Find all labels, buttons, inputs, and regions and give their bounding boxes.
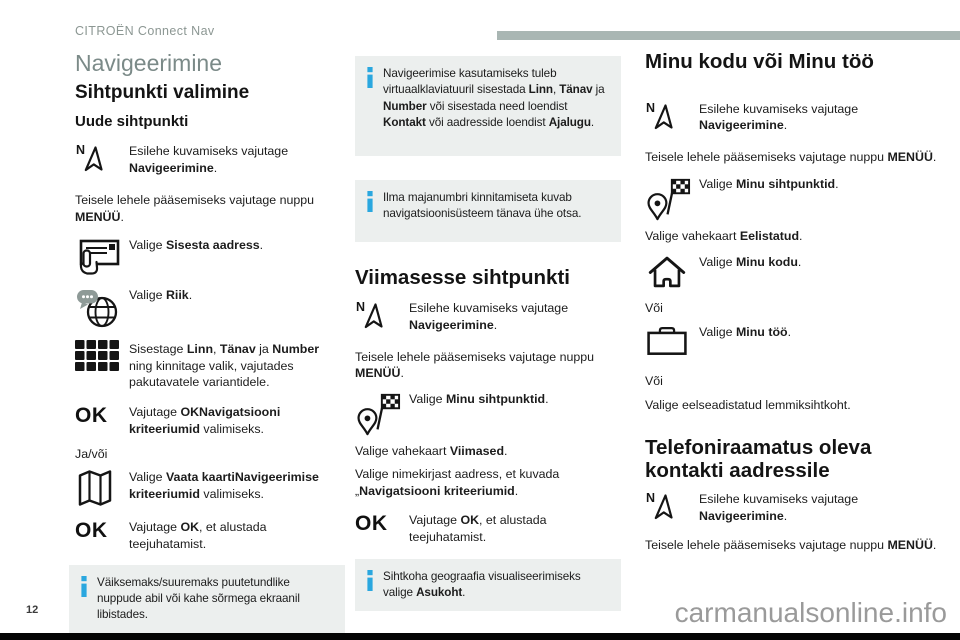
instruction-text: Esilehe kuvamiseks vajutage Navigeerimine. (409, 300, 569, 332)
top-divider-bar (497, 31, 960, 40)
country-globe-icon (75, 286, 129, 332)
home-icon (645, 253, 699, 291)
instruction-text: Vajutage OK, et alustada teejuhatamist. (409, 512, 547, 544)
info-note (69, 565, 345, 634)
instruction-row (645, 490, 947, 525)
my-destinations-flag-icon (645, 175, 699, 223)
instruction-row (645, 175, 947, 223)
instruction-text: Valige Riik. (129, 287, 193, 302)
instruction-row (645, 253, 947, 291)
map-icon (75, 468, 129, 508)
instruction-text: Vajutage OK, et alustada teejuhatamist. (129, 519, 267, 551)
doc-header: CITROËN Connect Nav (75, 24, 215, 38)
keypad-icon (75, 340, 129, 372)
info-icon (80, 575, 88, 597)
instruction-row (645, 100, 947, 135)
instruction-row (75, 340, 345, 392)
or-label: Või (645, 373, 663, 388)
note-text: Navigeerimise kasutamiseks tuleb virtuaalklaviatuuril sisestada Linn, Tänav ja Number või sisestada need loendist Kontakt või aadresside loendist Ajalugu. (383, 67, 605, 130)
work-briefcase-icon (645, 323, 699, 357)
svg-text:N: N (356, 299, 366, 314)
instruction-text: Valige Vaata kaartiNavigeerimise kriteeriumid valimiseks. (129, 469, 319, 501)
instruction-text: Esilehe kuvamiseks vajutage Navigeerimine. (129, 144, 289, 176)
instruction-text: Valige Minu töö. (699, 324, 792, 339)
or-label: Või (645, 301, 663, 315)
paragraph: Teisele lehele pääsemiseks vajutage nuppu MENÜÜ. (645, 538, 937, 553)
instruction-text: Sisestage Linn, Tänav ja Number ning kinnitage valik, vajutades pakutavatele variantidele. (129, 341, 320, 390)
paragraph: Valige eelseadistatud lemmiksihtkoht. (645, 397, 851, 412)
ok-button-icon: OK (75, 518, 108, 542)
instruction-text: Valige Minu sihtpunktid. (699, 177, 839, 192)
section-title: Minu kodu või Minu töö (645, 50, 874, 73)
info-icon (366, 190, 374, 212)
instruction-text: Vajutage OKNavigatsiooni kriteeriumid valimiseks. (129, 405, 281, 437)
watermark-text: carmanualsonline.info (674, 597, 947, 628)
paragraph: Valige vahekaart Viimased. (355, 444, 508, 459)
section-title: Viimasesse sihtpunkti (355, 266, 570, 290)
ok-button-icon: OK (75, 404, 108, 428)
info-note (355, 180, 621, 243)
instruction-row (75, 236, 345, 278)
section-title: Telefoniraamatus oleva kontakti aadressile (645, 435, 872, 483)
paragraph: Valige vahekaart Eelistatud. (645, 229, 803, 244)
section-title: Sihtpunkti valimine (75, 82, 250, 104)
paragraph: Teisele lehele pääsemiseks vajutage nuppu MENÜÜ. (645, 150, 937, 165)
instruction-text: Esilehe kuvamiseks vajutage Navigeerimine. (699, 101, 859, 133)
nav-north-icon (75, 142, 129, 176)
instruction-row (645, 323, 947, 357)
info-note (355, 56, 621, 156)
svg-text:N: N (646, 100, 656, 115)
instruction-row (75, 403, 345, 438)
instruction-text: Valige Minu sihtpunktid. (409, 392, 549, 407)
page-title: Navigeerimine (75, 50, 223, 76)
my-destinations-flag-icon (355, 390, 409, 438)
paragraph: Valige nimekirjast aadress, et kuvada „Navigatsiooni kriteeriumid. (355, 467, 560, 498)
info-icon (366, 569, 374, 591)
nav-north-icon (355, 299, 409, 333)
bottom-black-bar (0, 633, 960, 640)
paragraph: Teisele lehele pääsemiseks vajutage nuppu MENÜÜ. (75, 193, 315, 224)
svg-text:N: N (76, 143, 86, 158)
page-number: 12 (26, 604, 39, 616)
instruction-text: Valige Minu kodu. (699, 255, 802, 269)
column-right (645, 50, 947, 554)
note-text: Väiksemaks/suuremaks puutetundlike nuppude abil või kahe sõrmega ekraanil libistades. (97, 575, 300, 622)
column-left (75, 50, 345, 634)
subsection-title: Uude sihtpunkti (75, 113, 189, 131)
and-or-label: Ja/või (75, 447, 108, 462)
column-middle (355, 50, 621, 611)
paragraph: Teisele lehele pääsemiseks vajutage nuppu MENÜÜ. (355, 349, 595, 381)
nav-north-icon (645, 100, 699, 134)
instruction-row (75, 142, 345, 177)
info-icon (366, 66, 374, 88)
instruction-row (75, 468, 345, 508)
svg-text:N: N (646, 490, 656, 505)
ok-button-icon: OK (355, 511, 388, 535)
instruction-text: Esilehe kuvamiseks vajutage Navigeerimine. (699, 491, 859, 523)
nav-north-icon (645, 490, 699, 524)
instruction-text: Valige Sisesta aadress. (129, 237, 264, 252)
enter-address-icon (75, 236, 129, 278)
instruction-row (355, 299, 621, 334)
instruction-row (75, 518, 345, 553)
note-text: Ilma majanumbri kinnitamiseta kuvab navigatsioonisüsteem tänava ühe otsa. (383, 190, 582, 220)
instruction-row (355, 511, 621, 546)
note-text: Sihtkoha geograafia visualiseerimiseks valige Asukoht. (383, 569, 581, 599)
instruction-row (75, 286, 345, 332)
info-note (355, 559, 621, 612)
instruction-row (355, 390, 621, 438)
